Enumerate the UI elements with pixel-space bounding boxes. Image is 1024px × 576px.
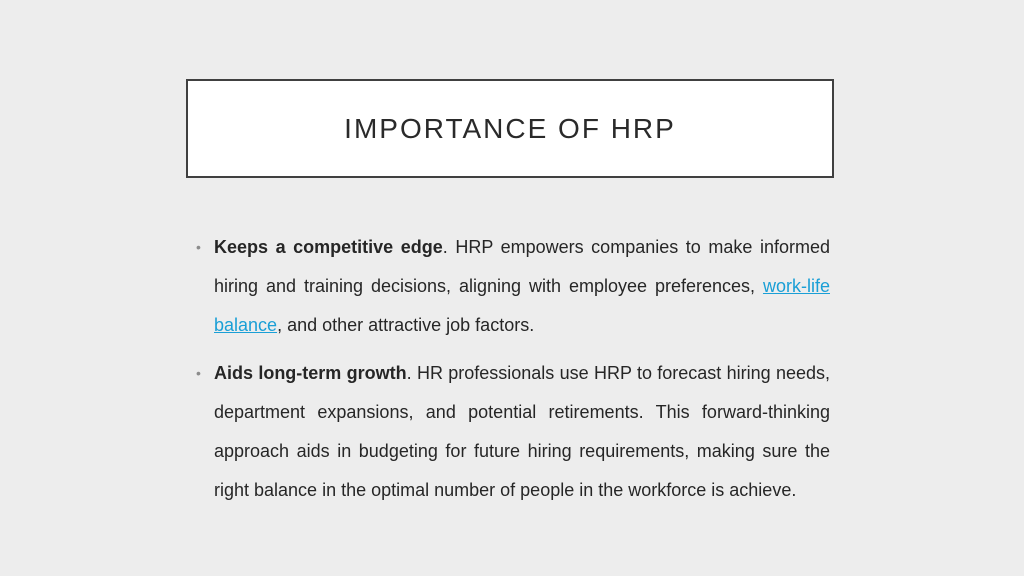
work-life-balance-link[interactable]: work-life balance bbox=[214, 275, 830, 335]
slide-title: IMPORTANCE OF HRP bbox=[344, 112, 676, 144]
bullet-text: . HRP empowers companies to make informed hiring and training decisions, aligning with employee preferences, bbox=[214, 237, 830, 296]
bullet-list bbox=[196, 228, 830, 520]
bullet-heading: Aids long-term growth bbox=[214, 363, 407, 384]
title-box bbox=[186, 79, 834, 178]
bullet-heading: Keeps a competitive edge bbox=[214, 237, 443, 257]
bullet-text-end: , and other attractive job factors. bbox=[277, 314, 535, 335]
bullet-text: . HR professionals use HRP to forecast hiring needs, department expansions, and potential retirements. This forward-thinking approach aids in budgeting for future hiring requirements, making sure the right balance in the optimal number of people in the workforce is achieve. bbox=[214, 363, 830, 500]
bullet-dot-icon: • bbox=[196, 239, 201, 255]
bullet-item-competitive-edge bbox=[196, 228, 830, 344]
bullet-dot-icon: • bbox=[196, 365, 201, 382]
bullet-item-long-term-growth bbox=[196, 354, 830, 509]
